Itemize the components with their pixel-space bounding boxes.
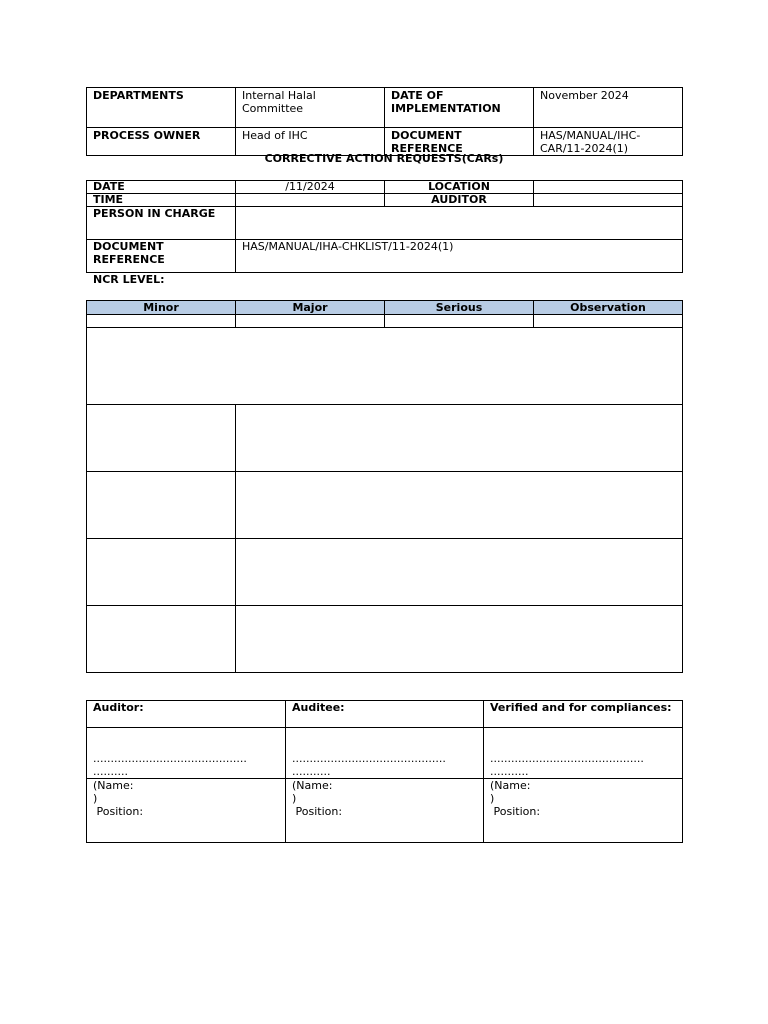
row-label-cell bbox=[87, 606, 236, 673]
row-label-cell bbox=[87, 472, 236, 539]
ncr-serious-header: Serious bbox=[385, 301, 534, 315]
name-field: (Name: ) bbox=[93, 779, 134, 805]
ncr-table bbox=[86, 300, 683, 673]
info-table bbox=[86, 180, 683, 273]
position-field: Position: bbox=[490, 805, 541, 818]
date-of-implementation-label: DATE OF IMPLEMENTATION bbox=[385, 88, 534, 128]
name-field: (Name: ) bbox=[490, 779, 531, 805]
row-label-cell bbox=[87, 539, 236, 606]
process-owner-label: PROCESS OWNER bbox=[87, 128, 236, 156]
departments-value: Internal Halal Committee bbox=[236, 88, 385, 128]
row-content-cell[interactable] bbox=[236, 539, 683, 606]
auditor-value[interactable] bbox=[534, 194, 683, 207]
auditee-name-cell[interactable] bbox=[286, 779, 484, 843]
auditor-signature-line[interactable]: ............................................ .......... bbox=[87, 728, 286, 779]
document-reference-value: HAS/MANUAL/IHC-CAR/11-2024(1) bbox=[534, 128, 683, 156]
date-of-implementation-value: November 2024 bbox=[534, 88, 683, 128]
ncr-serious-cell[interactable] bbox=[385, 315, 534, 328]
position-field: Position: bbox=[93, 805, 144, 818]
document-reference-label: DOCUMENT REFERENCE bbox=[385, 128, 534, 156]
ncr-major-cell[interactable] bbox=[236, 315, 385, 328]
person-in-charge-value[interactable] bbox=[236, 207, 683, 240]
finding-description-cell[interactable] bbox=[87, 328, 683, 405]
time-label: TIME bbox=[87, 194, 236, 207]
ncr-minor-header: Minor bbox=[87, 301, 236, 315]
date-label: DATE bbox=[87, 181, 236, 194]
name-field: (Name: ) bbox=[292, 779, 333, 805]
position-field: Position: bbox=[292, 805, 343, 818]
auditor-name-cell[interactable] bbox=[87, 779, 286, 843]
person-in-charge-label: PERSON IN CHARGE bbox=[87, 207, 236, 240]
ncr-observation-header: Observation bbox=[534, 301, 683, 315]
ncr-level-label: NCR LEVEL: bbox=[93, 273, 165, 286]
row-content-cell[interactable] bbox=[236, 606, 683, 673]
header-table bbox=[86, 87, 683, 156]
location-label: LOCATION bbox=[385, 181, 534, 194]
info-document-reference-label: DOCUMENT REFERENCE bbox=[87, 240, 236, 273]
auditee-signature-line[interactable]: ............................................ ........... bbox=[286, 728, 484, 779]
auditor-signoff-header: Auditor: bbox=[87, 701, 286, 728]
signoff-table bbox=[86, 700, 683, 843]
row-content-cell[interactable] bbox=[236, 472, 683, 539]
verified-signoff-header: Verified and for compliances: bbox=[484, 701, 683, 728]
row-label-cell bbox=[87, 405, 236, 472]
time-value[interactable] bbox=[236, 194, 385, 207]
process-owner-value: Head of IHC bbox=[236, 128, 385, 156]
auditee-signoff-header: Auditee: bbox=[286, 701, 484, 728]
date-value[interactable]: /11/2024 bbox=[236, 181, 385, 194]
auditor-label: AUDITOR bbox=[385, 194, 534, 207]
location-value[interactable] bbox=[534, 181, 683, 194]
ncr-minor-cell[interactable] bbox=[87, 315, 236, 328]
row-content-cell[interactable] bbox=[236, 405, 683, 472]
verifier-signature-line[interactable]: ............................................ ........... bbox=[484, 728, 683, 779]
verifier-name-cell[interactable] bbox=[484, 779, 683, 843]
ncr-observation-cell[interactable] bbox=[534, 315, 683, 328]
ncr-major-header: Major bbox=[236, 301, 385, 315]
info-document-reference-value: HAS/MANUAL/IHA-CHKLIST/11-2024(1) bbox=[236, 240, 683, 273]
departments-label: DEPARTMENTS bbox=[87, 88, 236, 128]
page-title: CORRECTIVE ACTION REQUESTS(CARs) bbox=[264, 152, 504, 165]
